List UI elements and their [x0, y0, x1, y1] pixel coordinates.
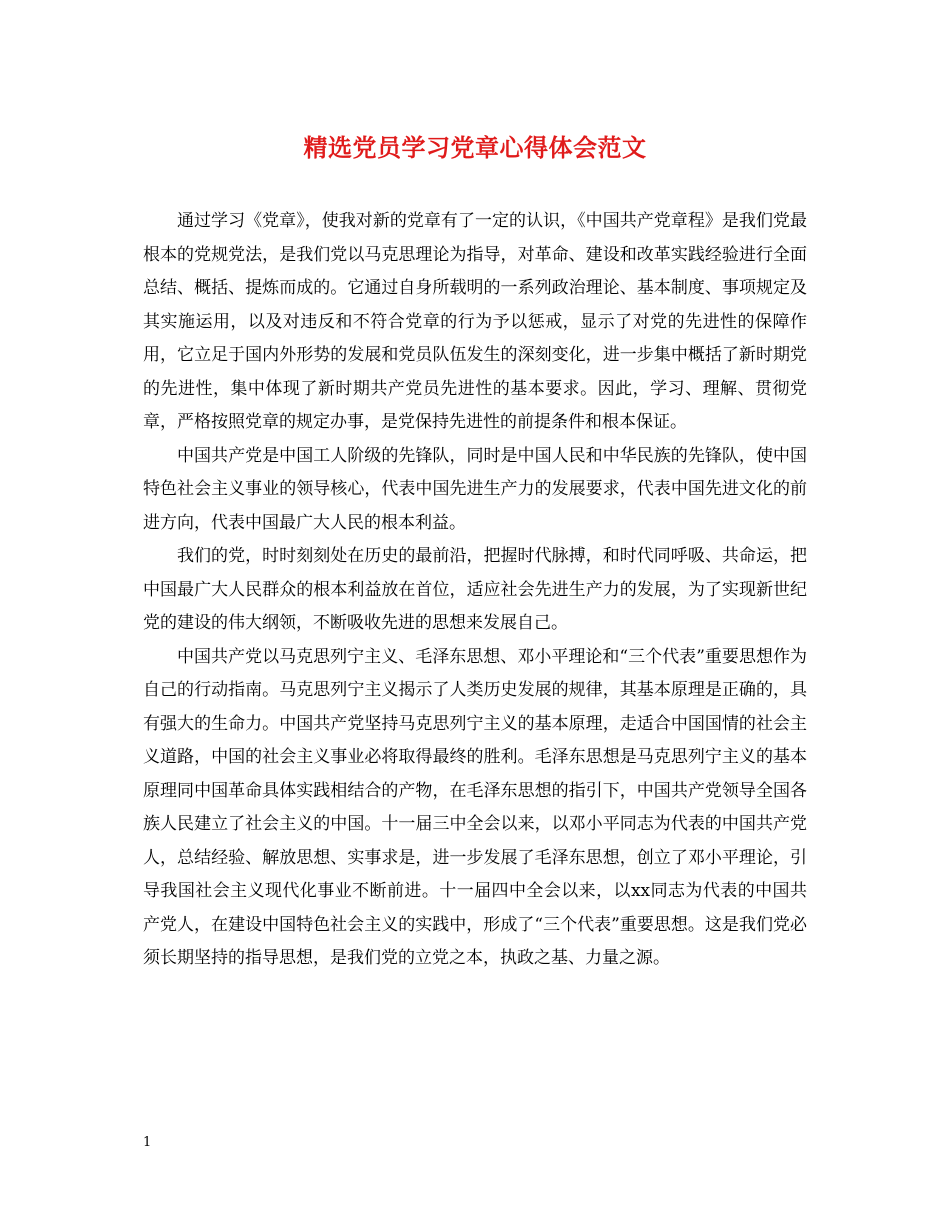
- paragraph-2: 中国共产党是中国工人阶级的先锋队，同时是中国人民和中华民族的先锋队，使中国特色社会主义事业的领导核心，代表中国先进生产力的发展要求，代表中国先进文化的前进方向，代表中国最广大人民的根本利益。: [143, 445, 807, 533]
- document-title: 精选党员学习党章心得体会范文: [303, 133, 647, 162]
- document-body: [143, 205, 807, 976]
- paragraph-1: 通过学习《党章》，使我对新的党章有了一定的认识，《中国共产党章程》是我们党最根本的党规党法，是我们党以马克思理论为指导，对革命、建设和改革实践经验进行全面总结、概括、提炼而成的。它通过自身所载明的一系列政治理论、基本制度、事项规定及其实施运用，以及对违反和不符合党章的行为予以惩戒，显示了对党的先进性的保障作用，它立足于国内外形势的发展和党员队伍发生的深刻变化，进一步集中概括了新时期党的先进性，集中体现了新时期共产党员先进性的基本要求。因此，学习、理解、贯彻党章，严格按照党章的规定办事，是党保持先进性的前提条件和根本保证。: [143, 211, 807, 432]
- paragraph-3: 我们的党，时时刻刻处在历史的最前沿，把握时代脉搏，和时代同呼吸、共命运，把中国最广大人民群众的根本利益放在首位，适应社会先进生产力的发展，为了实现新世纪党的建设的伟大纲领，不断吸收先进的思想来发展自己。: [143, 546, 807, 633]
- paragraph-4: 中国共产党以马克思列宁主义、毛泽东思想、邓小平理论和“三个代表”重要思想作为自己的行动指南。马克思列宁主义揭示了人类历史发展的规律，其基本原理是正确的，具有强大的生命力。中国共产党坚持马克思列宁主义的基本原理，走适合中国国情的社会主义道路，中国的社会主义事业必将取得最终的胜利。毛泽东思想是马克思列宁主义的基本原理同中国革命具体实践相结合的产物，在毛泽东思想的指引下，中国共产党领导全国各族人民建立了社会主义的中国。十一届三中全会以来，以邓小平同志为代表的中国共产党人，总结经验、解放思想、实事求是，进一步发展了毛泽东思想，创立了邓小平理论，引导我国社会主义现代化事业不断前进。十一届四中全会以来，以xx同志为代表的中国共产党人，在建设中国特色社会主义的实践中，形成了“三个代表”重要思想。这是我们党必须长期坚持的指导思想，是我们党的立党之本，执政之基、力量之源。: [143, 646, 807, 968]
- page-number: 1: [143, 1135, 152, 1150]
